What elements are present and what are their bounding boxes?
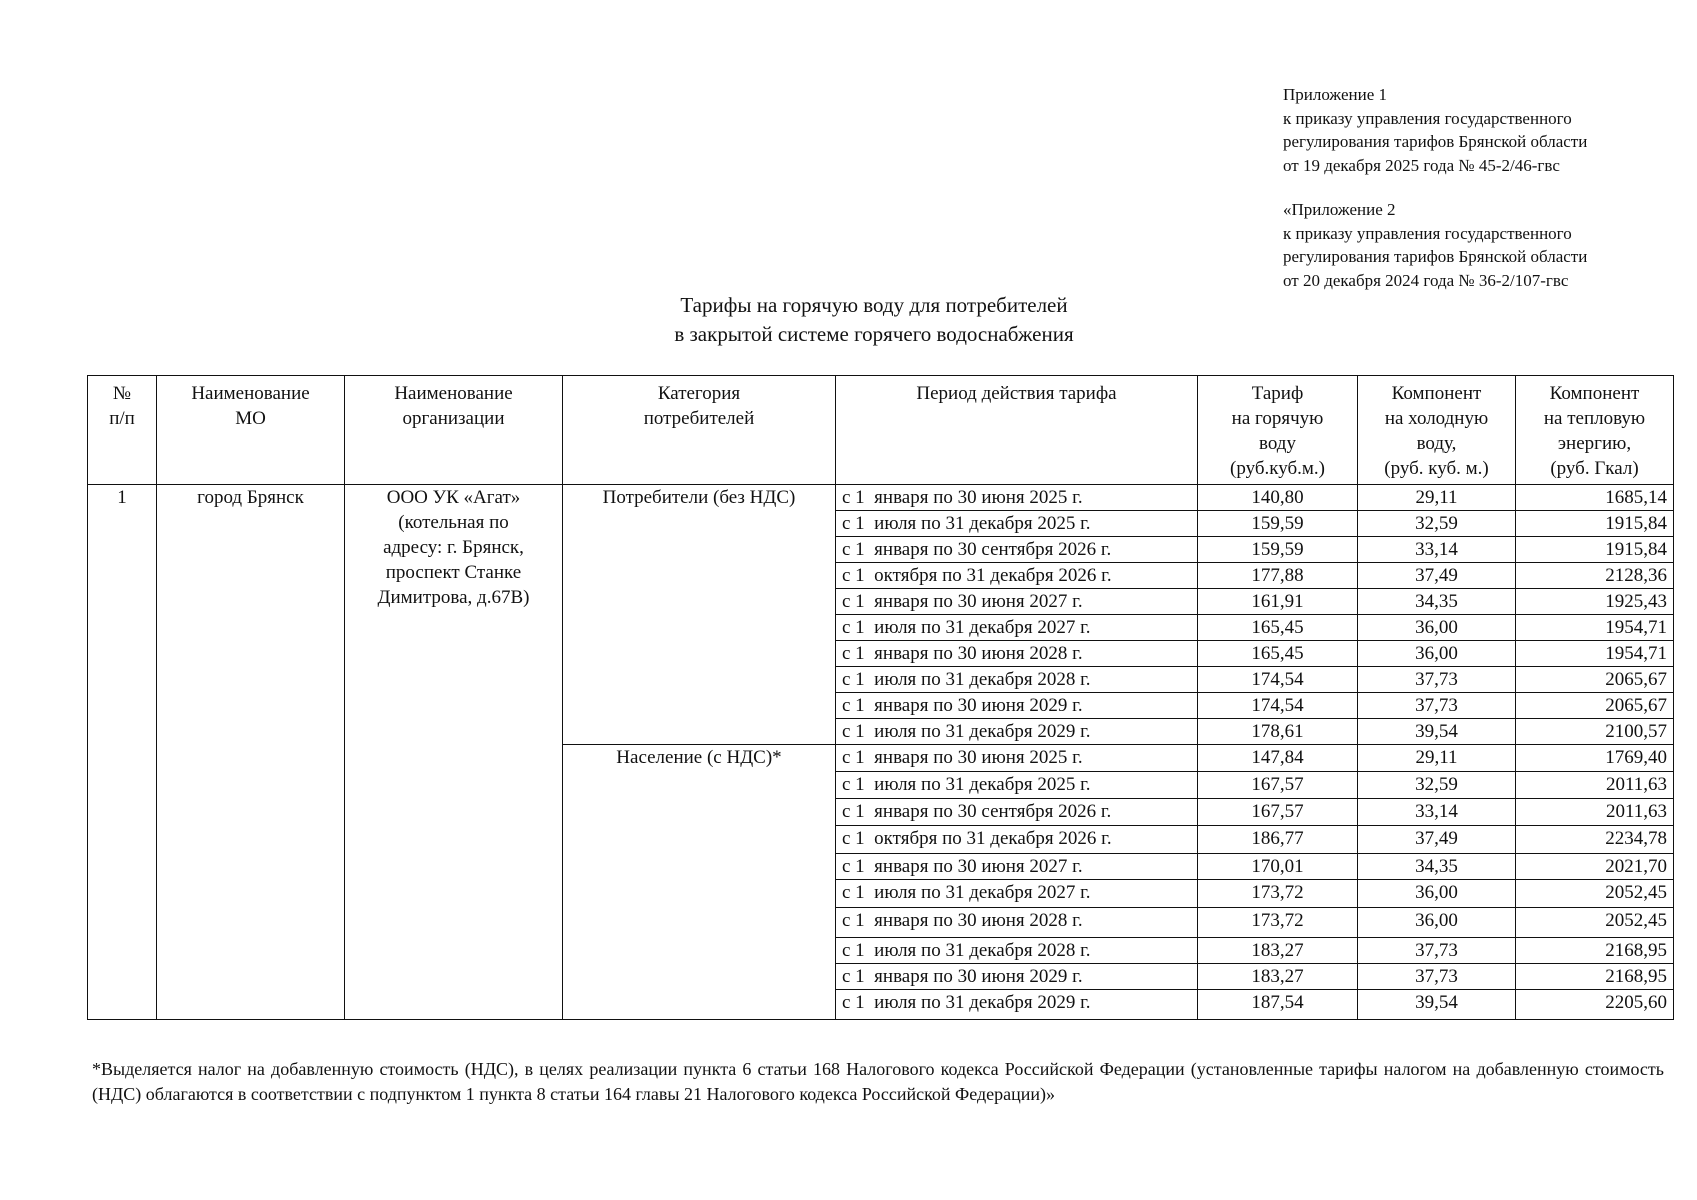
heat-energy-component: 1915,84	[1516, 511, 1674, 537]
hot-water-tariff: 177,88	[1198, 563, 1358, 589]
tariff-period: с 1 июля по 31 декабря 2027 г.	[836, 880, 1198, 908]
tariff-period: с 1 января по 30 июня 2029 г.	[836, 964, 1198, 990]
heat-energy-component: 2100,57	[1516, 719, 1674, 745]
header-num	[88, 376, 157, 485]
title-line-2: в закрытой системе горячего водоснабжения	[674, 322, 1074, 346]
heat-energy-component: 2128,36	[1516, 563, 1674, 589]
hot-water-tariff: 159,59	[1198, 511, 1358, 537]
cold-water-component: 32,59	[1358, 511, 1516, 537]
municipality-name: город Брянск	[157, 485, 345, 1020]
header-num-line: п/п	[109, 408, 135, 429]
tariff-period: с 1 января по 30 июня 2027 г.	[836, 589, 1198, 615]
appendix-1-line: к приказу управления государственного	[1283, 108, 1572, 128]
cold-water-component: 37,73	[1358, 964, 1516, 990]
tariff-period: с 1 июля по 31 декабря 2025 г.	[836, 511, 1198, 537]
cold-water-component: 37,49	[1358, 563, 1516, 589]
hot-water-tariff: 186,77	[1198, 826, 1358, 854]
header-category-line: Категория	[657, 383, 741, 404]
header-tariff-line: на горячую	[1231, 408, 1324, 429]
tariff-period: с 1 июля по 31 декабря 2028 г.	[836, 938, 1198, 964]
tariff-period: с 1 января по 30 сентября 2026 г.	[836, 537, 1198, 563]
heat-energy-component: 2205,60	[1516, 990, 1674, 1020]
cold-water-component: 37,73	[1358, 938, 1516, 964]
hot-water-tariff: 173,72	[1198, 880, 1358, 908]
hot-water-tariff: 167,57	[1198, 799, 1358, 826]
cold-water-component: 29,11	[1358, 745, 1516, 772]
heat-energy-component: 1915,84	[1516, 537, 1674, 563]
appendix-2-header	[1283, 198, 1587, 292]
title-line-1: Тарифы на горячую воду для потребителей	[680, 293, 1068, 317]
hot-water-tariff: 167,57	[1198, 772, 1358, 799]
header-org	[345, 376, 563, 485]
hot-water-tariff: 183,27	[1198, 964, 1358, 990]
header-cold	[1358, 376, 1516, 485]
tariff-period: с 1 октября по 31 декабря 2026 г.	[836, 563, 1198, 589]
tariff-period: с 1 июля по 31 декабря 2027 г.	[836, 615, 1198, 641]
heat-energy-component: 1954,71	[1516, 641, 1674, 667]
consumer-category: Население (с НДС)*	[563, 745, 836, 1020]
header-org-line: Наименование	[394, 383, 513, 404]
tariff-period: с 1 января по 30 июня 2027 г.	[836, 854, 1198, 880]
tariff-table	[87, 375, 1674, 1020]
cold-water-component: 36,00	[1358, 880, 1516, 908]
heat-energy-component: 1954,71	[1516, 615, 1674, 641]
cold-water-component: 37,73	[1358, 693, 1516, 719]
heat-energy-component: 2011,63	[1516, 799, 1674, 826]
cold-water-component: 32,59	[1358, 772, 1516, 799]
header-tariff-line: Тариф	[1251, 383, 1304, 404]
cold-water-component: 39,54	[1358, 990, 1516, 1020]
header-period-line: Период действия тарифа	[916, 383, 1117, 404]
cold-water-component: 36,00	[1358, 908, 1516, 938]
appendix-2-line: от 20 декабря 2024 года № 36-2/107-гвс	[1283, 270, 1569, 290]
heat-energy-component: 1685,14	[1516, 485, 1674, 511]
appendix-2-line: «Приложение 2	[1283, 200, 1396, 219]
heat-energy-component: 2021,70	[1516, 854, 1674, 880]
document-title	[0, 291, 1697, 349]
tariff-period: с 1 января по 30 июня 2028 г.	[836, 641, 1198, 667]
heat-energy-component: 2234,78	[1516, 826, 1674, 854]
appendix-1-line: Приложение 1	[1283, 85, 1387, 104]
header-cold-line: (руб. куб. м.)	[1384, 458, 1489, 479]
appendix-2-line: регулирования тарифов Брянской области	[1283, 247, 1588, 266]
heat-energy-component: 2168,95	[1516, 938, 1674, 964]
hot-water-tariff: 173,72	[1198, 908, 1358, 938]
cold-water-component: 33,14	[1358, 799, 1516, 826]
header-category	[563, 376, 836, 485]
heat-energy-component: 2052,45	[1516, 908, 1674, 938]
tariff-period: с 1 января по 30 сентября 2026 г.	[836, 799, 1198, 826]
appendix-2-line: к приказу управления государственного	[1283, 223, 1572, 243]
header-row	[88, 376, 1674, 485]
header-mo-line: МО	[235, 408, 266, 429]
heat-energy-component: 1925,43	[1516, 589, 1674, 615]
tariff-period: с 1 января по 30 июня 2025 г.	[836, 745, 1198, 772]
organization-name	[345, 485, 563, 1020]
header-org-line: организации	[402, 408, 505, 429]
cold-water-component: 37,73	[1358, 667, 1516, 693]
cold-water-component: 36,00	[1358, 615, 1516, 641]
organization-line: ООО УК «Агат»	[386, 487, 521, 508]
cold-water-component: 33,14	[1358, 537, 1516, 563]
heat-energy-component: 2065,67	[1516, 693, 1674, 719]
hot-water-tariff: 178,61	[1198, 719, 1358, 745]
tariff-period: с 1 октября по 31 декабря 2026 г.	[836, 826, 1198, 854]
cold-water-component: 29,11	[1358, 485, 1516, 511]
header-period	[836, 376, 1198, 485]
hot-water-tariff: 165,45	[1198, 615, 1358, 641]
header-heat	[1516, 376, 1674, 485]
header-category-line: потребителей	[643, 408, 755, 429]
heat-energy-component: 2065,67	[1516, 667, 1674, 693]
hot-water-tariff: 147,84	[1198, 745, 1358, 772]
cold-water-component: 34,35	[1358, 589, 1516, 615]
header-tariff	[1198, 376, 1358, 485]
header-cold-line: на холодную	[1384, 408, 1489, 429]
table-body	[88, 485, 1674, 1020]
tariff-period: с 1 июля по 31 декабря 2028 г.	[836, 667, 1198, 693]
heat-energy-component: 1769,40	[1516, 745, 1674, 772]
cold-water-component: 36,00	[1358, 641, 1516, 667]
header-heat-line: (руб. Гкал)	[1550, 458, 1639, 479]
organization-line: (котельная по	[398, 512, 509, 533]
header-num-line: №	[112, 383, 132, 404]
header-tariff-line: воду	[1259, 433, 1296, 454]
hot-water-tariff: 159,59	[1198, 537, 1358, 563]
tariff-period: с 1 июля по 31 декабря 2029 г.	[836, 719, 1198, 745]
cold-water-component: 39,54	[1358, 719, 1516, 745]
organization-line: проспект Станке	[385, 562, 522, 583]
tariff-period: с 1 января по 30 июня 2028 г.	[836, 908, 1198, 938]
hot-water-tariff: 174,54	[1198, 667, 1358, 693]
tariff-period: с 1 июля по 31 декабря 2025 г.	[836, 772, 1198, 799]
header-cold-line: Компонент	[1391, 383, 1482, 404]
cold-water-component: 34,35	[1358, 854, 1516, 880]
header-tariff-line: (руб.куб.м.)	[1230, 458, 1325, 479]
heat-energy-component: 2168,95	[1516, 964, 1674, 990]
header-mo-line: Наименование	[191, 383, 310, 404]
heat-energy-component: 2052,45	[1516, 880, 1674, 908]
tariff-period: с 1 июля по 31 декабря 2029 г.	[836, 990, 1198, 1020]
organization-line: адресу: г. Брянск,	[383, 537, 524, 558]
hot-water-tariff: 187,54	[1198, 990, 1358, 1020]
tariff-period: с 1 января по 30 июня 2029 г.	[836, 693, 1198, 719]
hot-water-tariff: 174,54	[1198, 693, 1358, 719]
hot-water-tariff: 161,91	[1198, 589, 1358, 615]
cold-water-component: 37,49	[1358, 826, 1516, 854]
header-heat-line: на тепловую	[1543, 408, 1646, 429]
consumer-category: Потребители (без НДС)	[563, 485, 836, 745]
table-row	[88, 485, 1674, 511]
header-mo	[157, 376, 345, 485]
header-heat-line: Компонент	[1549, 383, 1640, 404]
appendix-1-line: регулирования тарифов Брянской области	[1283, 132, 1588, 151]
header-heat-line: энергию,	[1557, 433, 1632, 454]
appendix-1-header	[1283, 83, 1587, 177]
hot-water-tariff: 140,80	[1198, 485, 1358, 511]
hot-water-tariff: 165,45	[1198, 641, 1358, 667]
heat-energy-component: 2011,63	[1516, 772, 1674, 799]
hot-water-tariff: 170,01	[1198, 854, 1358, 880]
organization-line: Димитрова, д.67В)	[377, 587, 530, 608]
row-number: 1	[88, 485, 157, 1020]
header-cold-line: воду,	[1416, 433, 1457, 454]
tariff-period: с 1 января по 30 июня 2025 г.	[836, 485, 1198, 511]
appendix-1-line: от 19 декабря 2025 года № 45-2/46-гвс	[1283, 155, 1560, 175]
hot-water-tariff: 183,27	[1198, 938, 1358, 964]
footnote: *Выделяется налог на добавленную стоимость (НДС), в целях реализации пункта 6 статьи 168 Налогового кодекса Российской Федерации (установленные тарифы налогом на добавленную стоимость (НДС) облагаются в соответствии с подпунктом 1 пункта 8 статьи 164 главы 21 Налогового кодекса Российской Федерации)»	[92, 1059, 1664, 1104]
